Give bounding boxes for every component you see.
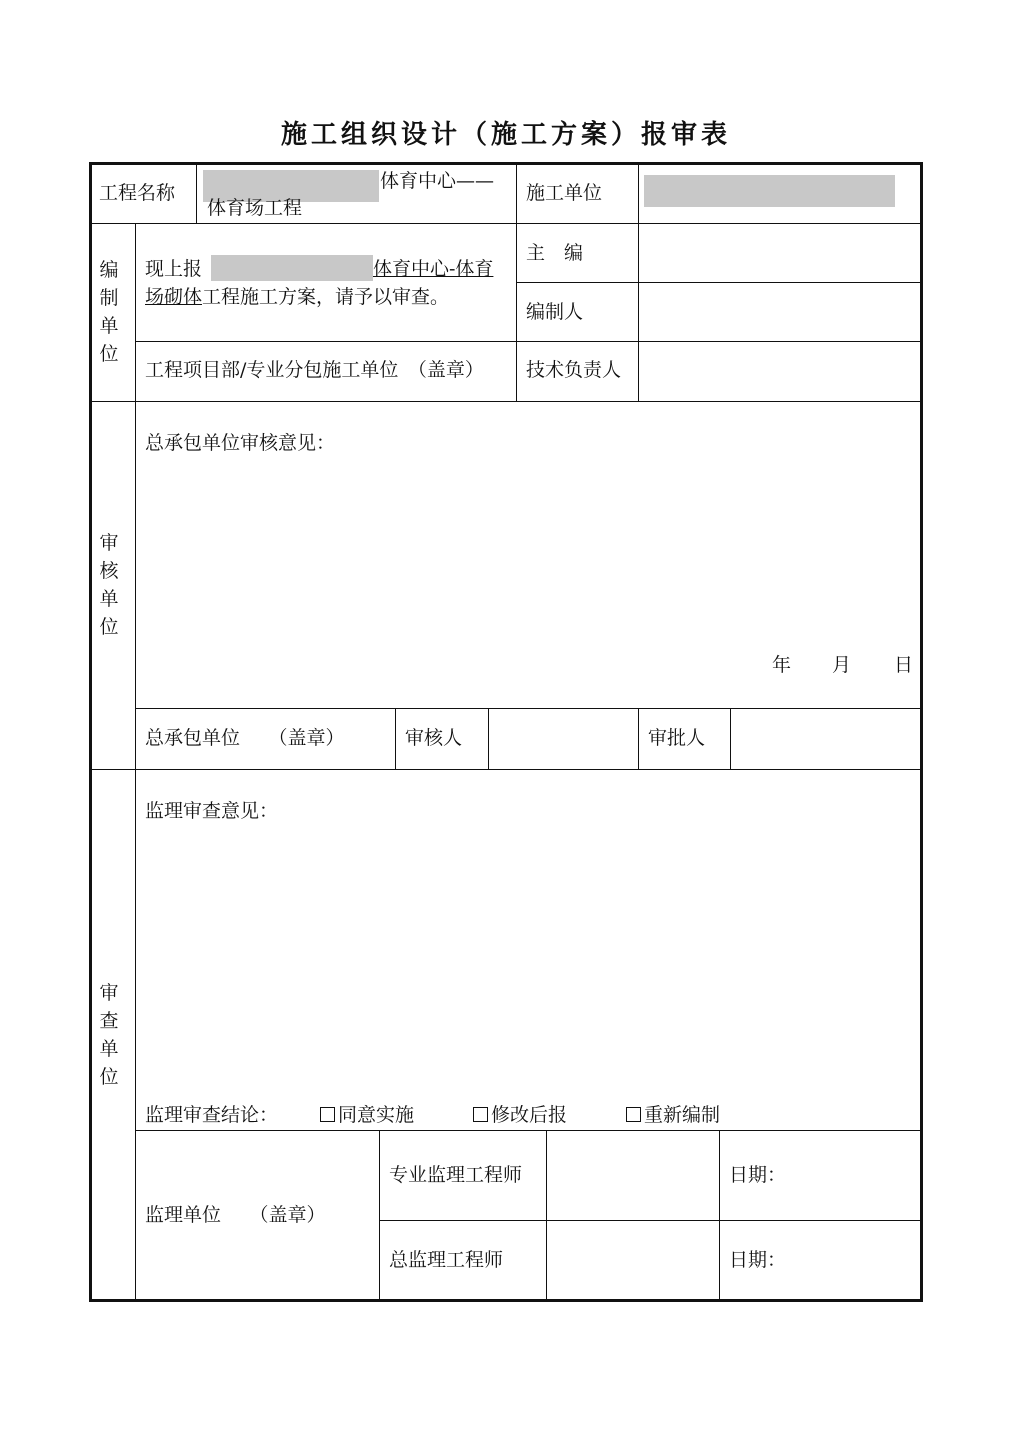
option-revise-label: 修改后报 bbox=[491, 1104, 568, 1126]
date-label-1: 日期： bbox=[729, 1164, 787, 1186]
project-name-value-line1: 体育中心—— bbox=[380, 170, 495, 192]
specialist-engineer-label: 专业监理工程师 bbox=[389, 1164, 523, 1186]
row-divider bbox=[89, 769, 923, 770]
redacted-construction-unit bbox=[644, 175, 895, 207]
col-divider bbox=[395, 708, 396, 769]
project-name-value-line2: 体育场工程 bbox=[207, 197, 303, 219]
checkbox-agree[interactable] bbox=[320, 1107, 335, 1122]
report-line-2 bbox=[145, 283, 449, 311]
review-date-year: 年 bbox=[772, 654, 792, 676]
construction-unit-label: 施工单位 bbox=[526, 182, 603, 204]
row-divider bbox=[516, 282, 923, 283]
form-title: 施工组织设计（施工方案）报审表 bbox=[280, 120, 731, 150]
checkbox-revise[interactable] bbox=[473, 1107, 488, 1122]
col-divider bbox=[379, 1130, 380, 1302]
col-divider bbox=[730, 708, 731, 769]
col-divider bbox=[135, 223, 136, 1302]
project-name-label: 工程名称 bbox=[99, 182, 176, 204]
row-divider bbox=[135, 341, 923, 342]
option-revise[interactable] bbox=[473, 1101, 567, 1129]
option-recompile-label: 重新编制 bbox=[644, 1104, 721, 1126]
date-label-2: 日期： bbox=[729, 1249, 787, 1271]
chief-engineer-label: 总监理工程师 bbox=[389, 1249, 504, 1271]
report-line-1 bbox=[145, 255, 202, 283]
redacted-report-project bbox=[211, 255, 373, 281]
gc-opinion-label: 总承包单位审核意见： bbox=[145, 432, 336, 454]
row-divider bbox=[379, 1220, 923, 1221]
col-divider bbox=[196, 162, 197, 223]
checkbox-recompile[interactable] bbox=[626, 1107, 641, 1122]
col-divider bbox=[638, 162, 639, 401]
report-underlined-2: 场砌体 bbox=[145, 286, 203, 308]
col-divider bbox=[488, 708, 489, 769]
approver-label: 审批人 bbox=[648, 727, 706, 749]
supervision-conclusion-label: 监理审查结论： bbox=[145, 1104, 279, 1126]
col-divider bbox=[516, 162, 517, 401]
option-recompile[interactable] bbox=[626, 1101, 720, 1129]
option-agree[interactable] bbox=[320, 1101, 414, 1129]
col-divider bbox=[546, 1130, 547, 1302]
col-divider bbox=[719, 1130, 720, 1302]
supervision-opinion-label: 监理审查意见： bbox=[145, 800, 279, 822]
report-suffix: 工程施工方案，请予以审查。 bbox=[202, 286, 450, 308]
tech-lead-label: 技术负责人 bbox=[526, 359, 622, 381]
row-divider bbox=[135, 1130, 923, 1131]
option-agree-label: 同意实施 bbox=[338, 1104, 415, 1126]
row-divider bbox=[89, 223, 923, 224]
supervision-unit-side-label: 审查单位 bbox=[99, 982, 119, 1088]
report-prefix: 现上报 bbox=[145, 258, 203, 280]
gc-stamp-label: 总承包单位 （盖章） bbox=[145, 727, 345, 749]
compile-stamp-line: 工程项目部/专业分包施工单位 （盖章） bbox=[145, 359, 484, 381]
reviewer-label: 审核人 bbox=[405, 727, 463, 749]
supervision-unit-stamp: 监理单位 （盖章） bbox=[145, 1204, 326, 1226]
row-divider bbox=[135, 708, 923, 709]
chief-editor-label: 主 编 bbox=[526, 242, 584, 264]
col-divider bbox=[638, 708, 639, 769]
review-date-day: 日 bbox=[894, 654, 914, 676]
row-divider bbox=[89, 401, 923, 402]
report-underlined-1: 体育中心-体育 bbox=[373, 258, 494, 280]
review-unit-side-label: 审核单位 bbox=[99, 532, 119, 638]
review-date-month: 月 bbox=[832, 654, 852, 676]
editor-label: 编制人 bbox=[526, 301, 584, 323]
compile-unit-side-label: 编制单位 bbox=[99, 259, 119, 365]
